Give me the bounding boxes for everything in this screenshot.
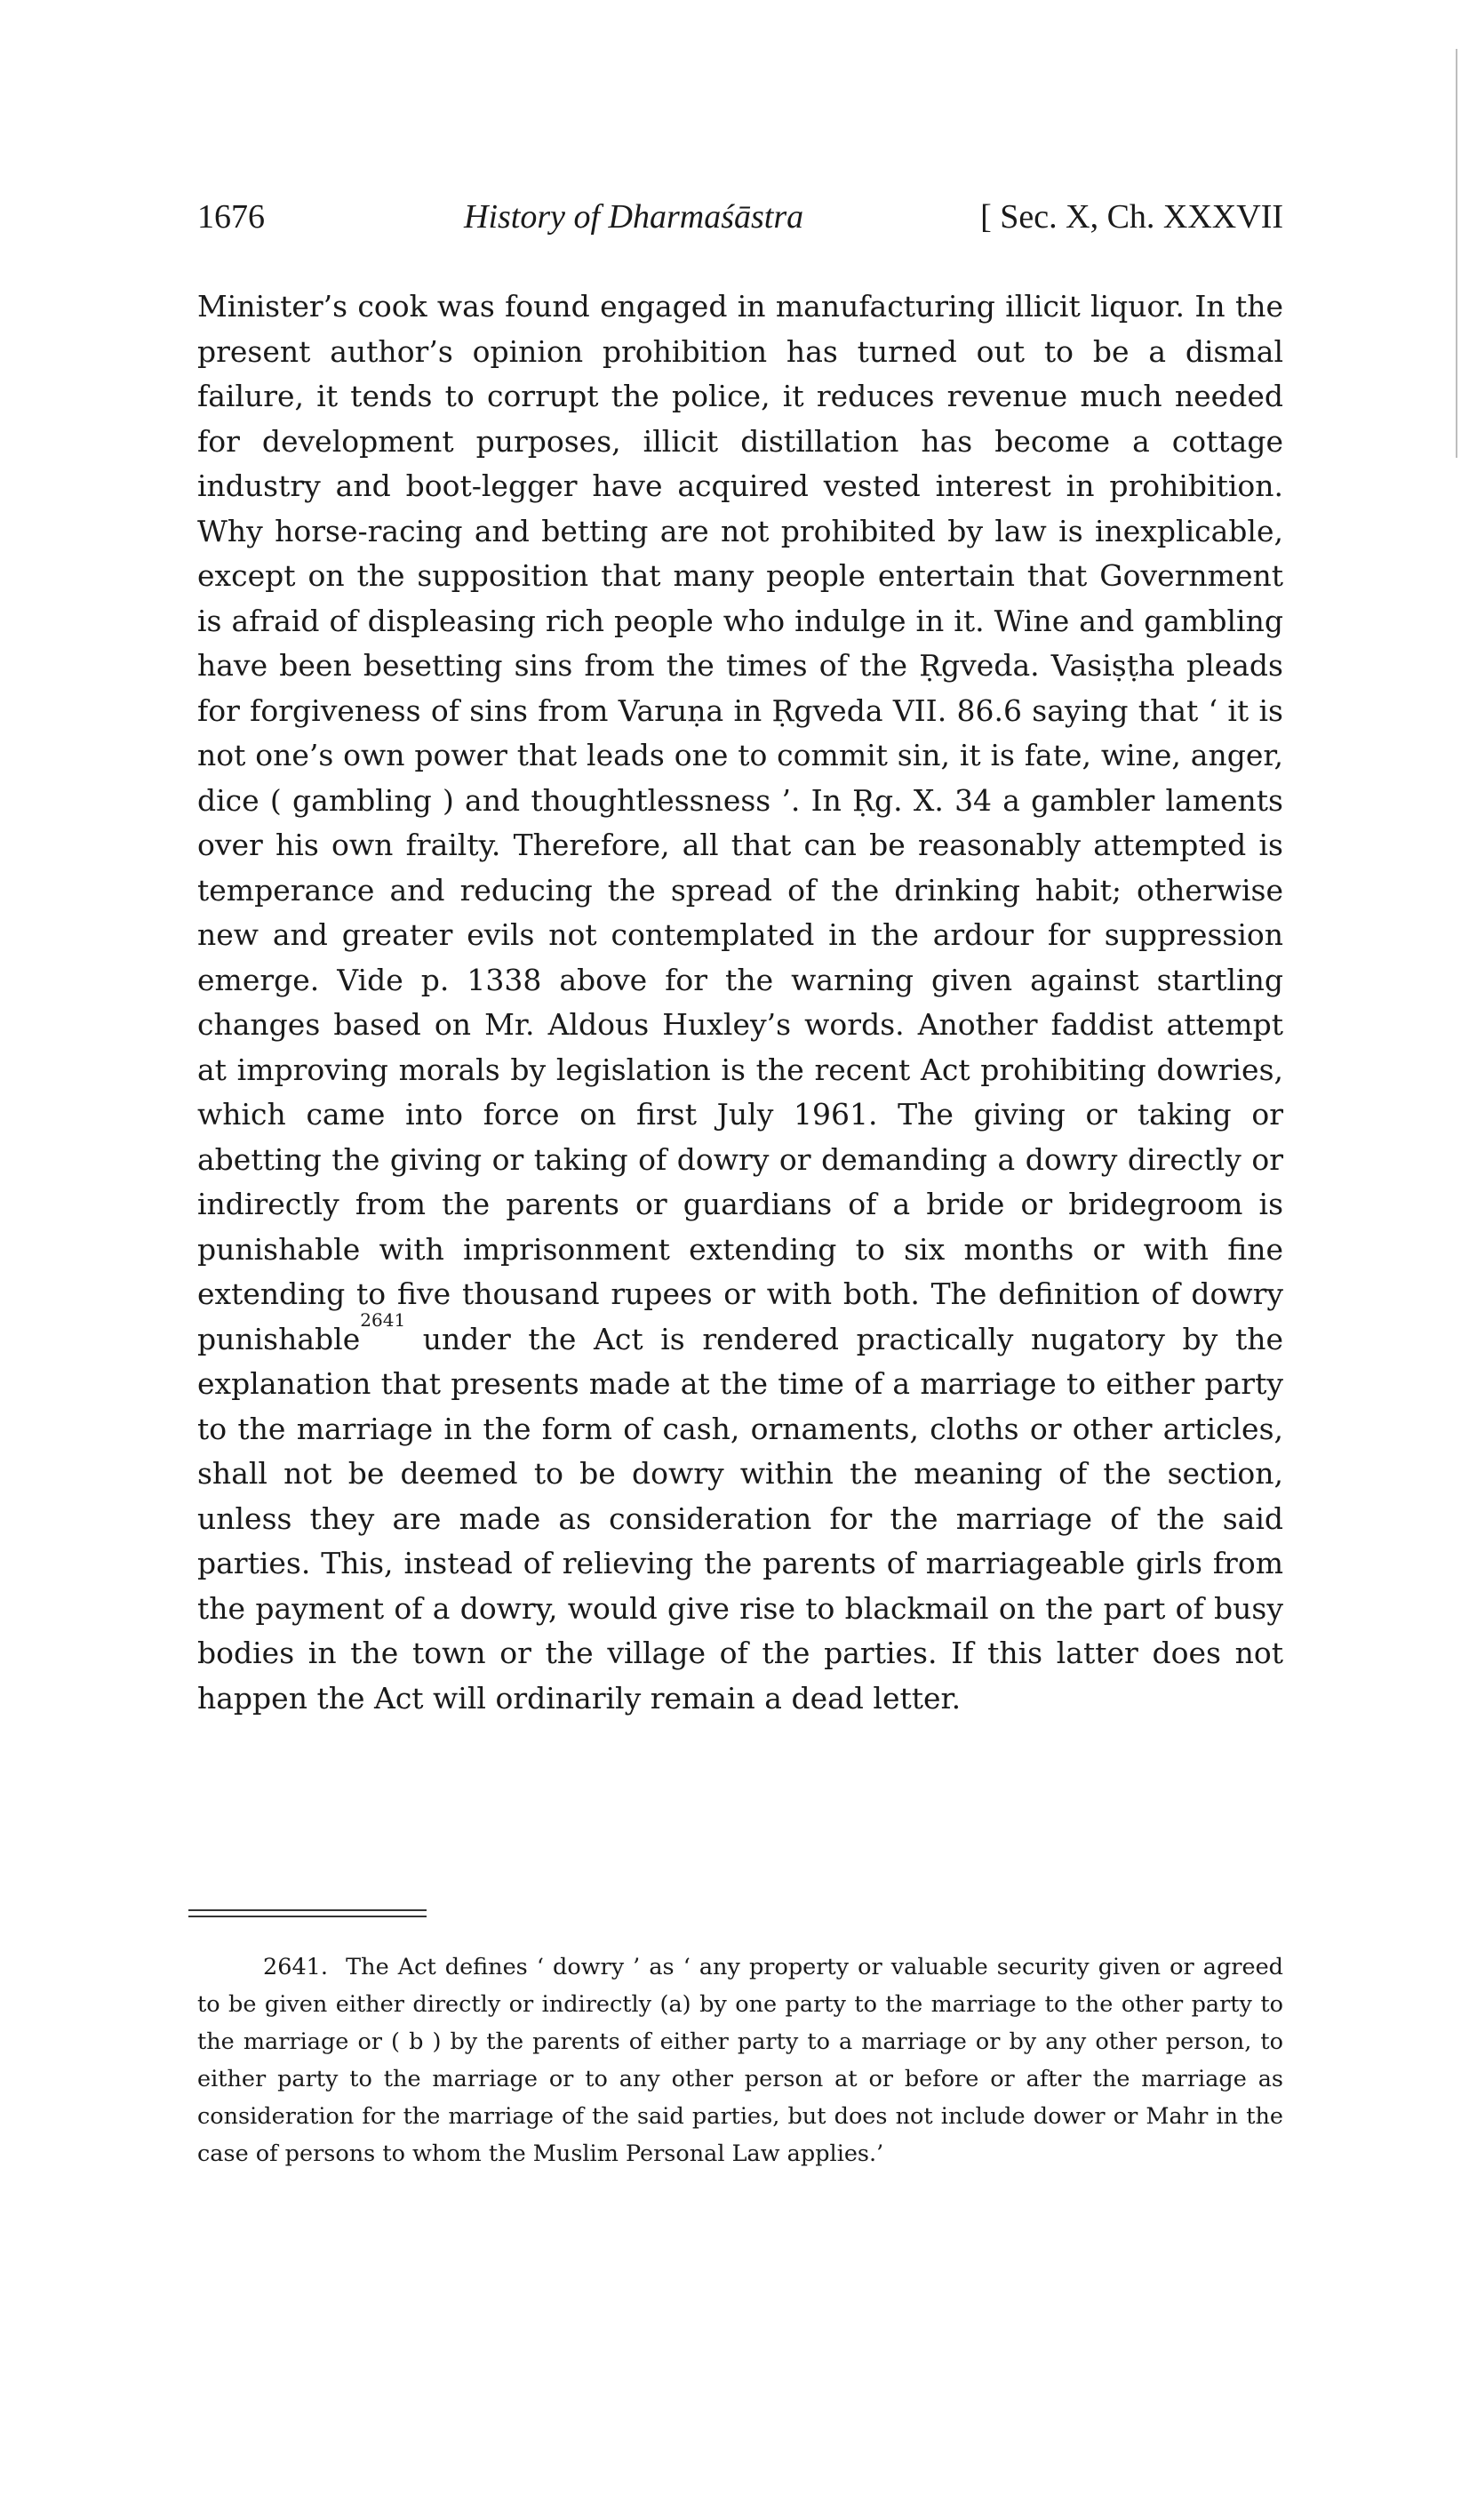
body-text-part-2: under the Act is rendered practically nugatory by the explanation that presents made at the time of a marriage to either party to the marriage in the form of cash, ornaments, cloths or other articles, shall not be deemed to be dowry within the meaning of the section, unless they are made as consideration for the marriage of the said parties. This, instead of relieving the parents of marriageable girls from the payment of a dowry, would give rise to blackmail on the part of busy bodies in the town or the village of the parties. If this latter does not happen the Act will ordinarily remain a dead letter. xyxy=(197,1321,1283,1716)
page-header xyxy=(197,197,1283,251)
footnote-reference: 2641 xyxy=(360,1308,406,1331)
body-paragraph xyxy=(197,284,1283,1721)
footnote-divider-second xyxy=(188,1916,427,1917)
footnote xyxy=(197,1948,1283,2172)
footnote-number: 2641. xyxy=(263,1954,329,1980)
footnote-text: The Act defines ‘ dowry ’ as ‘ any property or valuable security given or agreed to be given either directly or indirectly (a) by one party to the marriage to the other party to the marriage or ( b ) by the parents of either party to a marriage or by any other person, to either party to the marriage or to any other person at or before or after the marriage as consideration for the marriage of the said parties, but does not include dower or Mahr in the case of persons to whom the Muslim Personal Law applies.’ xyxy=(197,1954,1284,2167)
body-text-part-1: Minister’s cook was found engaged in manufacturing illicit liquor. In the present author’s opinion prohibition has turned out to be a dismal failure, it tends to corrupt the police, it reduces revenue much needed for development purposes, illicit distillation has become a cottage industry and boot-legger have acquired vested interest in prohibition. Why horse-racing and betting are not prohibited by law is inexplicable, except on the supposition that many people entertain that Government is afraid of displeasing rich people who indulge in it. Wine and gambling have been besetting sins from the times of the Ṛgveda. Vasiṣṭha pleads for forgiveness of sins from Varuṇa in Ṛgveda VII. 86.6 saying that ‘ it is not one’s own power that leads one to commit sin, it is fate, wine, anger, dice ( gambling ) and thoughtlessness ’. In Ṛg. X. 34 a gambler laments over his own frailty. Therefore, all that can be reasonably attempted is temperance and reducing the spread of the drinking habit; otherwise new and greater evils not contemplated in the ardour for suppression emerge. Vide p. 1338 above for the warning given against startling changes based on Mr. Aldous Huxley’s words. Another faddist attempt at improving morals by legislation is the recent Act prohibiting dowries, which came into force on first July 1961. The giving or taking or abetting the giving or taking of dowry or demanding a dowry directly or indirectly from the parents or guardians of a bride or bridegroom is punishable with imprisonment extending to six months or with fine extending to five thousand rupees or with both. The definition of dowry punishable xyxy=(197,289,1283,1356)
section-reference: [ Sec. X, Ch. XXXVII xyxy=(980,198,1283,236)
page-edge-line xyxy=(1456,49,1457,458)
footnote-divider xyxy=(188,1909,427,1911)
running-title: History of Dharmaśāstra xyxy=(464,198,804,236)
page-number: 1676 xyxy=(197,198,265,236)
